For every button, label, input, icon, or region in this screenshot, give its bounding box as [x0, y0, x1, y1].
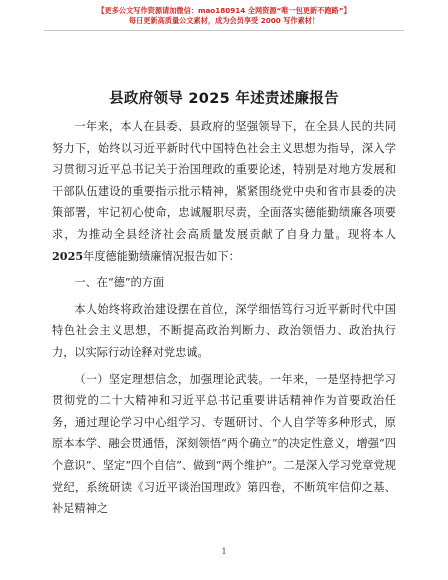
section-paragraph: 本人始终将政治建设摆在首位，深学细悟笃行习近平新时代中国特色社会主义思想，不断提高政治判断力、政治领悟力、政治执行力，以实际行动诠释对党忠诚。	[52, 302, 396, 359]
subsection-paragraph: （一）坚定理想信念，加强理论武装。一年来，一是坚持把学习贯彻党的二十大精神和习近平总书记重要讲话精神作为首要政治任务，通过理论学习中心组学习、专题研讨、个人自学等多种形式，原原本本学、融会贯通悟，深刻领悟“两个确立”的决定性意义，增强“四个意识”、坚定“四个自信”、做到“两个维护”。二是深入学习党章党规党纪，系统研读《习近平谈治国理政》第四卷，不断筑牢信仰之基、补足精神之	[52, 372, 396, 516]
banner-line-2: 每日更新高质量公文素材，成为会员享受 2000 写作素材！	[128, 16, 320, 25]
document-body	[52, 116, 396, 520]
intro-text: 一年来，本人在县委、县政府的坚强领导下，在全县人民的共同努力下，始终以习近平新时代中国特色社会主义思想为指导，深入学习贯彻习近平总书记关于治国理政的重要论述，特别是对地方发展和干部队伍建设的重要指示批示精神，紧紧围绕党中央和省市县委的决策部署，牢记初心使命，忠诚履职尽责，全面落实德能勤绩廉各项要求，为推动全县经济社会高质量发展贡献了自身力量。现将本人	[52, 120, 396, 241]
header-divider	[44, 30, 404, 31]
section-heading: 一、在“德”的方面	[74, 276, 165, 290]
intro-text-end: 年度德能勤绩廉情况报告如下：	[83, 249, 240, 263]
document-title: 县政府领导 2025 年述责述廉报告	[109, 91, 339, 107]
page-number: 1	[221, 547, 227, 556]
intro-paragraph	[52, 116, 396, 267]
banner-line-1: 【更多公文写作资源请加微信：mao180914 全网资源“唯一包更新不跑路”】	[97, 6, 351, 15]
intro-year: 2025	[52, 248, 84, 263]
header-banner	[0, 6, 448, 26]
